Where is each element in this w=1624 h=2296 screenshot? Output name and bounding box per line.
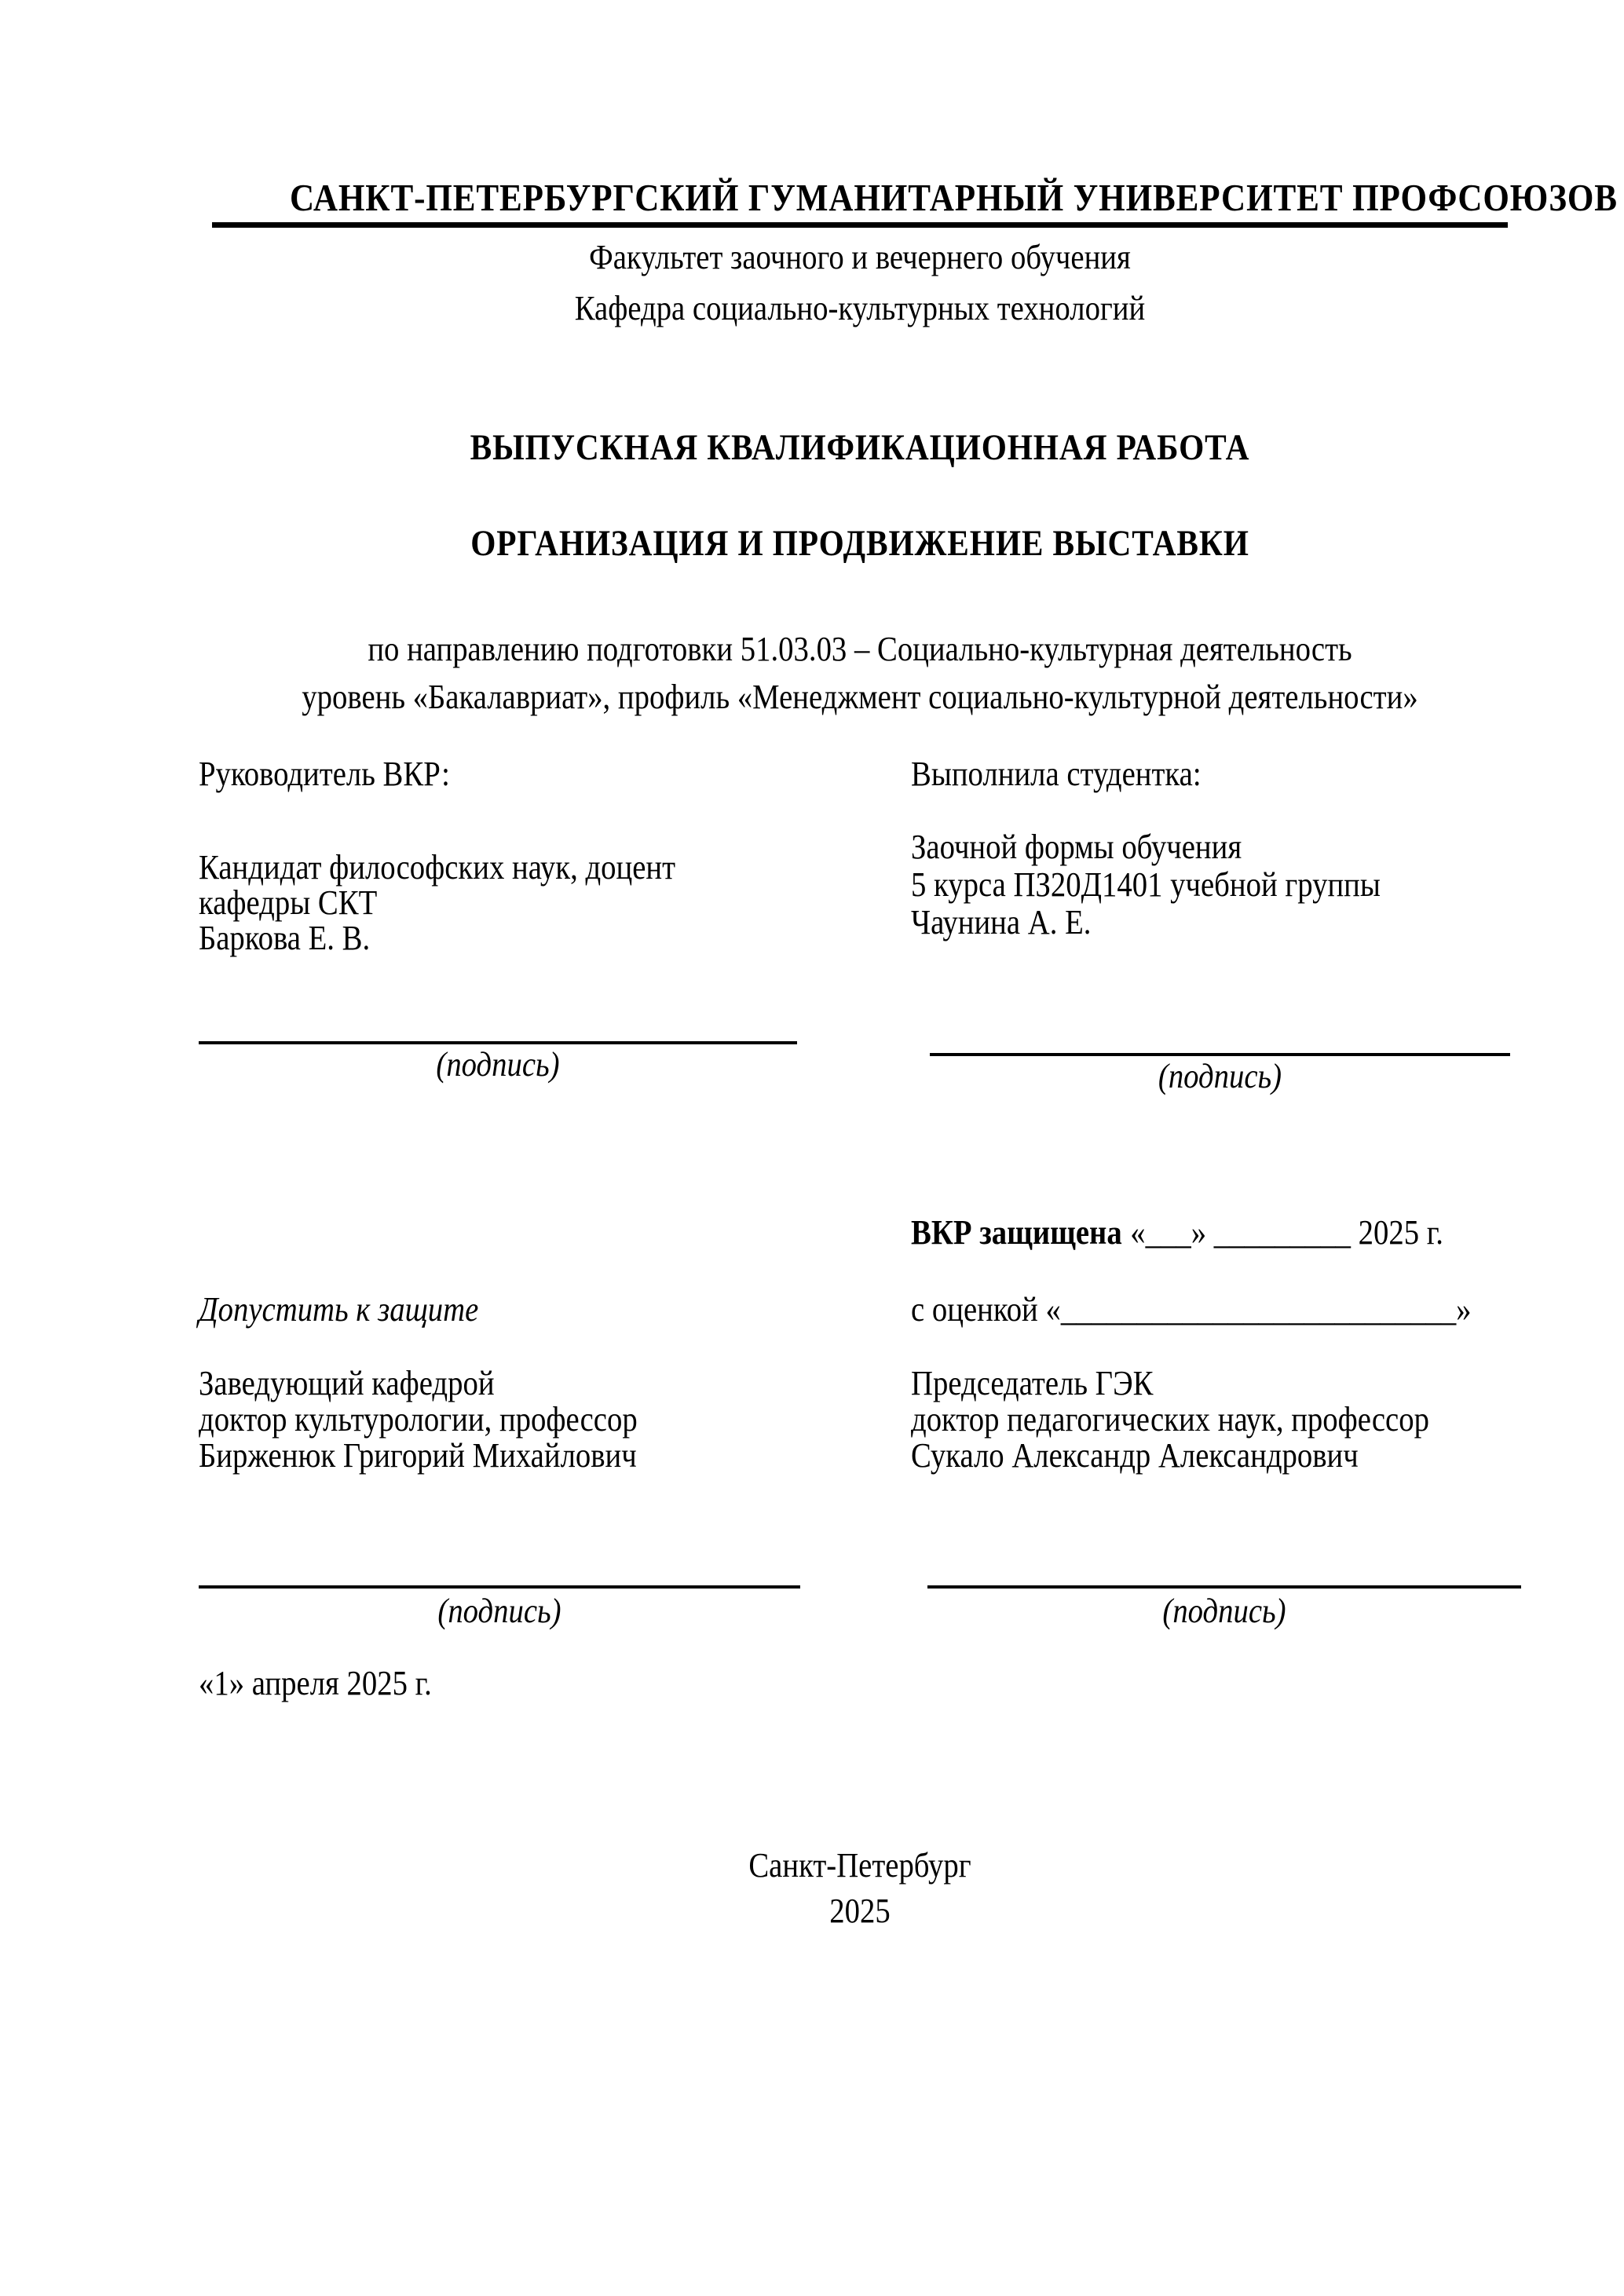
defense-date-blanks: «___» _________ 2025 г.	[1130, 1213, 1443, 1252]
gek-chair-line: Сукало Александр Александрович	[911, 1436, 1359, 1475]
gek-chair-line: Председатель ГЭК	[911, 1364, 1154, 1402]
department-head-line: доктор культурологии, профессор	[199, 1400, 638, 1439]
city-line: Санкт-Петербург	[748, 1846, 971, 1885]
work-title: ОРГАНИЗАЦИЯ И ПРОДВИЖЕНИЕ ВЫСТАВКИ	[470, 523, 1249, 564]
supervisor-info-line: кафедры СКТ	[199, 883, 378, 922]
student-info-line: Чаунина А. Е.	[911, 903, 1092, 941]
department-line: Кафедра социально-культурных технологий	[574, 289, 1146, 327]
department-head-line: Бирженюк Григорий Михайлович	[199, 1436, 637, 1475]
defense-date-label: ВКР защищена	[911, 1213, 1122, 1252]
university-name: САНКТ-ПЕТЕРБУРГСКИЙ ГУМАНИТАРНЫЙ УНИВЕРСИТЕТ ПРОФСОЮЗОВ	[290, 176, 1618, 219]
supervisor-signature-line	[199, 1041, 797, 1044]
student-signature-line	[930, 1053, 1510, 1056]
year-line: 2025	[829, 1892, 891, 1930]
student-signature-caption: (подпись)	[1158, 1057, 1282, 1095]
chair-signature-caption: (подпись)	[1162, 1592, 1286, 1630]
student-label: Выполнила студентка:	[911, 755, 1202, 793]
gek-chair-line: доктор педагогических наук, профессор	[911, 1400, 1429, 1439]
supervisor-info	[199, 850, 766, 956]
grade-line: с оценкой «__________________________»	[911, 1290, 1472, 1329]
student-info	[911, 828, 1478, 941]
student-info-line: 5 курса ПЗ20Д1401 учебной группы	[911, 865, 1381, 904]
work-type-title: ВЫПУСКНАЯ КВАЛИФИКАЦИОННАЯ РАБОТА	[470, 427, 1250, 468]
head-signature-caption: (подпись)	[437, 1592, 561, 1630]
department-head-line: Заведующий кафедрой	[199, 1364, 495, 1402]
defense-date-line	[911, 1214, 1478, 1251]
admit-line: Допустить к защите	[199, 1290, 479, 1329]
student-info-line: Заочной формы обучения	[911, 828, 1242, 866]
head-signature-line	[199, 1585, 800, 1589]
department-head-info	[199, 1366, 766, 1474]
admission-date: «1» апреля 2025 г.	[199, 1664, 432, 1702]
chair-signature-line	[927, 1585, 1521, 1589]
faculty-line: Факультет заочного и вечернего обучения	[589, 238, 1131, 276]
gek-chair-info	[911, 1366, 1478, 1474]
supervisor-label: Руководитель ВКР:	[199, 755, 450, 793]
direction-line-1: по направлению подготовки 51.03.03 – Социально-культурная деятельность	[368, 630, 1352, 668]
direction-line-2: уровень «Бакалавриат», профиль «Менеджмент социально-культурной деятельности»	[302, 678, 1418, 716]
supervisor-info-line: Кандидат философских наук, доцент	[199, 848, 676, 887]
supervisor-signature-caption: (подпись)	[436, 1045, 560, 1084]
header-rule	[212, 222, 1508, 228]
supervisor-info-line: Баркова Е. В.	[199, 919, 371, 957]
